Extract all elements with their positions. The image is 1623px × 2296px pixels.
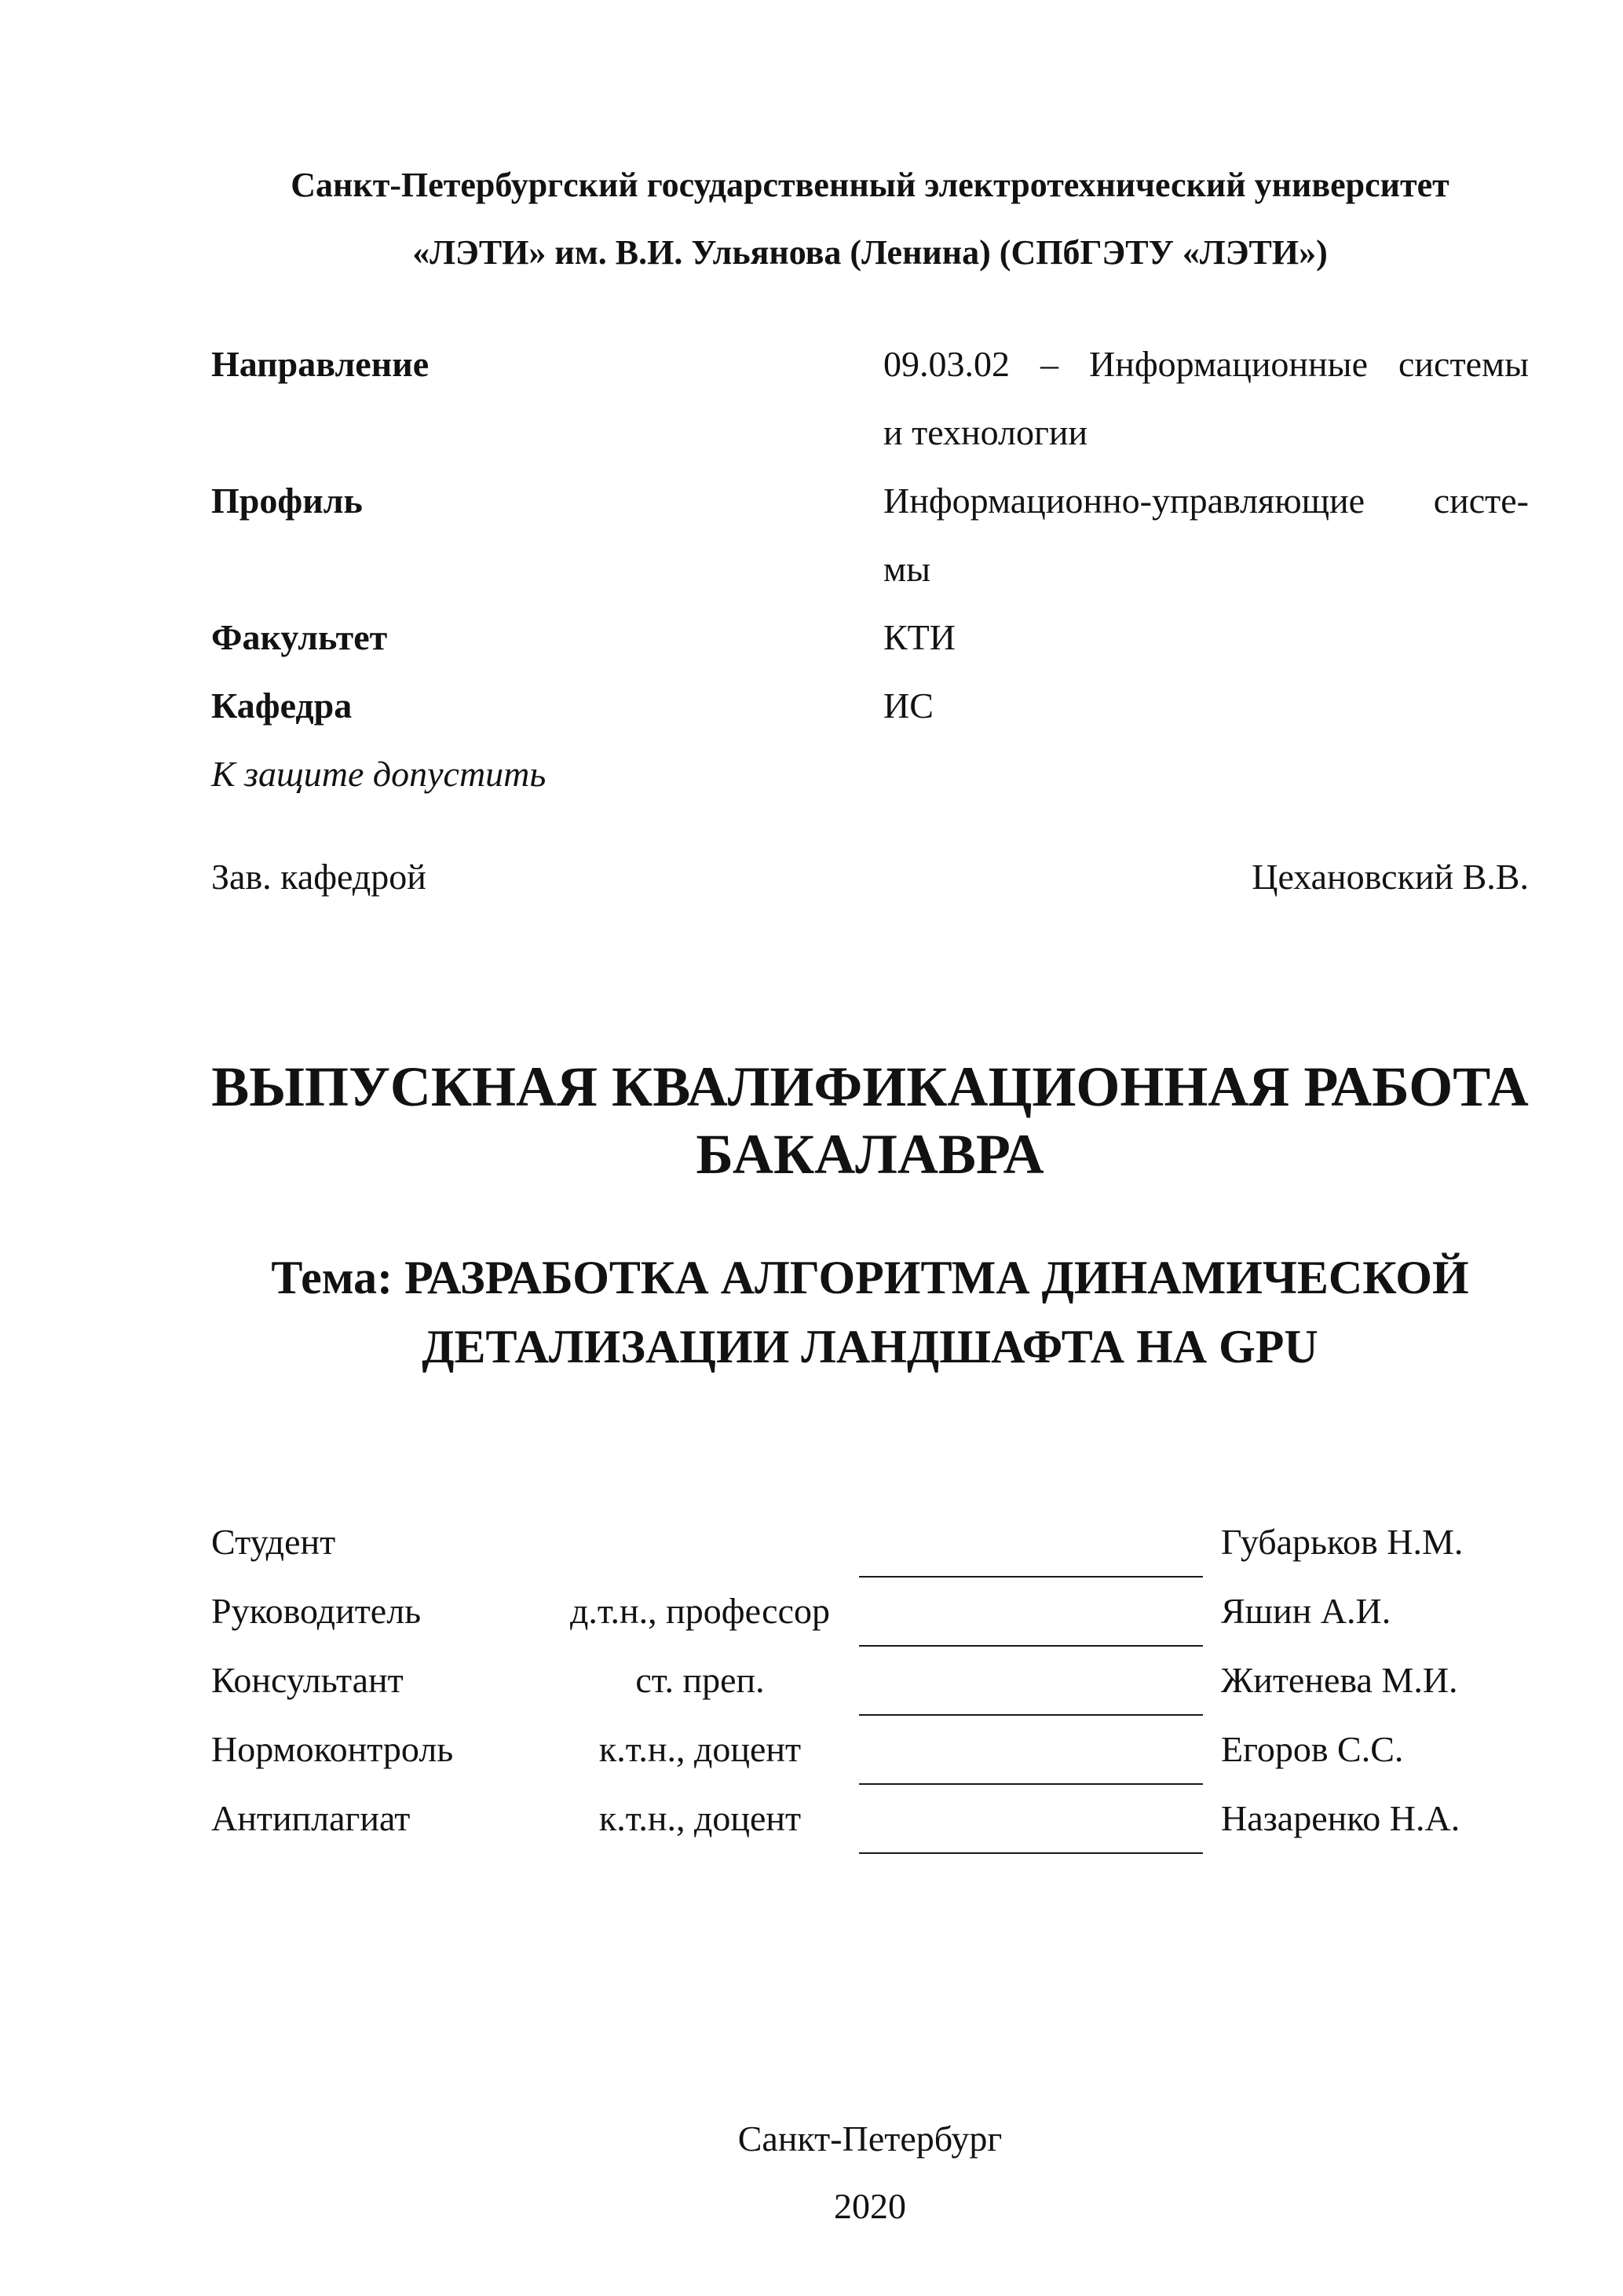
direction-value-line2: и технологии [883,412,1088,452]
work-title-line2: БАКАЛАВРА [696,1123,1044,1186]
signature-row-antiplagiarism [211,1783,1529,1852]
work-title-line1: ВЫПУСКНАЯ КВАЛИФИКАЦИОННАЯ РАБОТА [211,1055,1529,1118]
department-label: Кафедра [211,686,353,726]
footer-city: Санкт-Петербург [737,2119,1003,2159]
info-row-faculty [211,603,1529,671]
department-value [883,671,1529,740]
work-title [211,1053,1529,1188]
head-of-department-row [211,843,1529,912]
department-value-line1: ИС [883,686,934,726]
university-name-line2: «ЛЭТИ» им. В.И. Ульянова (Ленина) (СПбГЭТУ «ЛЭТИ») [412,233,1328,272]
program-info [211,330,1529,808]
head-of-department-label: Зав. кафедрой [211,857,426,897]
thesis-theme-line2: ДЕТАЛИЗАЦИИ ЛАНДШАФТА НА GPU [422,1321,1318,1373]
signature-line-cell [859,1645,1203,1714]
signature-line [859,1852,1203,1854]
footer [211,2105,1529,2240]
admission-note: К защите допустить [211,754,546,794]
signature-table [211,1507,1529,1852]
signature-name: Назаренко Н.А. [1221,1797,1460,1838]
footer-year: 2020 [834,2186,906,2226]
signature-name: Егоров С.С. [1221,1728,1404,1769]
info-row-profile [211,466,1529,603]
signature-name: Губарьков Н.М. [1221,1521,1464,1562]
signature-line-cell [859,1714,1203,1783]
signature-line-cell [859,1576,1203,1645]
head-of-department-name: Цехановский В.В. [1252,857,1529,897]
thesis-theme-line1: Тема: РАЗРАБОТКА АЛГОРИТМА ДИНАМИЧЕСКОЙ [271,1252,1469,1303]
signature-row-normcontrol [211,1714,1529,1783]
signature-row-supervisor [211,1576,1529,1645]
profile-value-line1: Информационно-управляющие систе- [883,481,1529,521]
profile-value [883,466,1529,603]
signature-degree: к.т.н., доцент [598,1797,802,1838]
signature-role: Руководитель [211,1590,422,1631]
signature-line-cell [859,1507,1203,1576]
signature-name: Яшин А.И. [1221,1590,1391,1631]
faculty-label: Факультет [211,617,388,657]
text-block [211,0,1529,2296]
signature-degree: ст. преп. [635,1659,765,1700]
direction-value [883,330,1529,466]
signature-role: Нормоконтроль [211,1728,454,1769]
signature-row-student [211,1507,1529,1576]
profile-label: Профиль [211,481,363,521]
faculty-value [883,603,1529,671]
signature-degree: д.т.н., профессор [570,1590,830,1631]
info-row-direction [211,330,1529,466]
direction-value-line1: 09.03.02 – Информационные системы [883,344,1529,384]
signature-role: Студент [211,1521,336,1562]
signature-row-consultant [211,1645,1529,1714]
profile-value-line2: мы [883,549,931,589]
signature-degree: к.т.н., доцент [598,1728,802,1769]
signature-role: Антиплагиат [211,1797,411,1838]
university-name-line1: Санкт-Петербургский государственный электротехнический университет [291,166,1449,204]
signature-name: Житенева М.И. [1221,1659,1458,1700]
info-row-department [211,671,1529,740]
signature-line-cell [859,1783,1203,1852]
university-header [211,152,1529,287]
faculty-value-line1: КТИ [883,617,956,657]
thesis-theme [211,1243,1529,1381]
signature-role: Консультант [211,1659,404,1700]
direction-label: Направление [211,344,430,384]
